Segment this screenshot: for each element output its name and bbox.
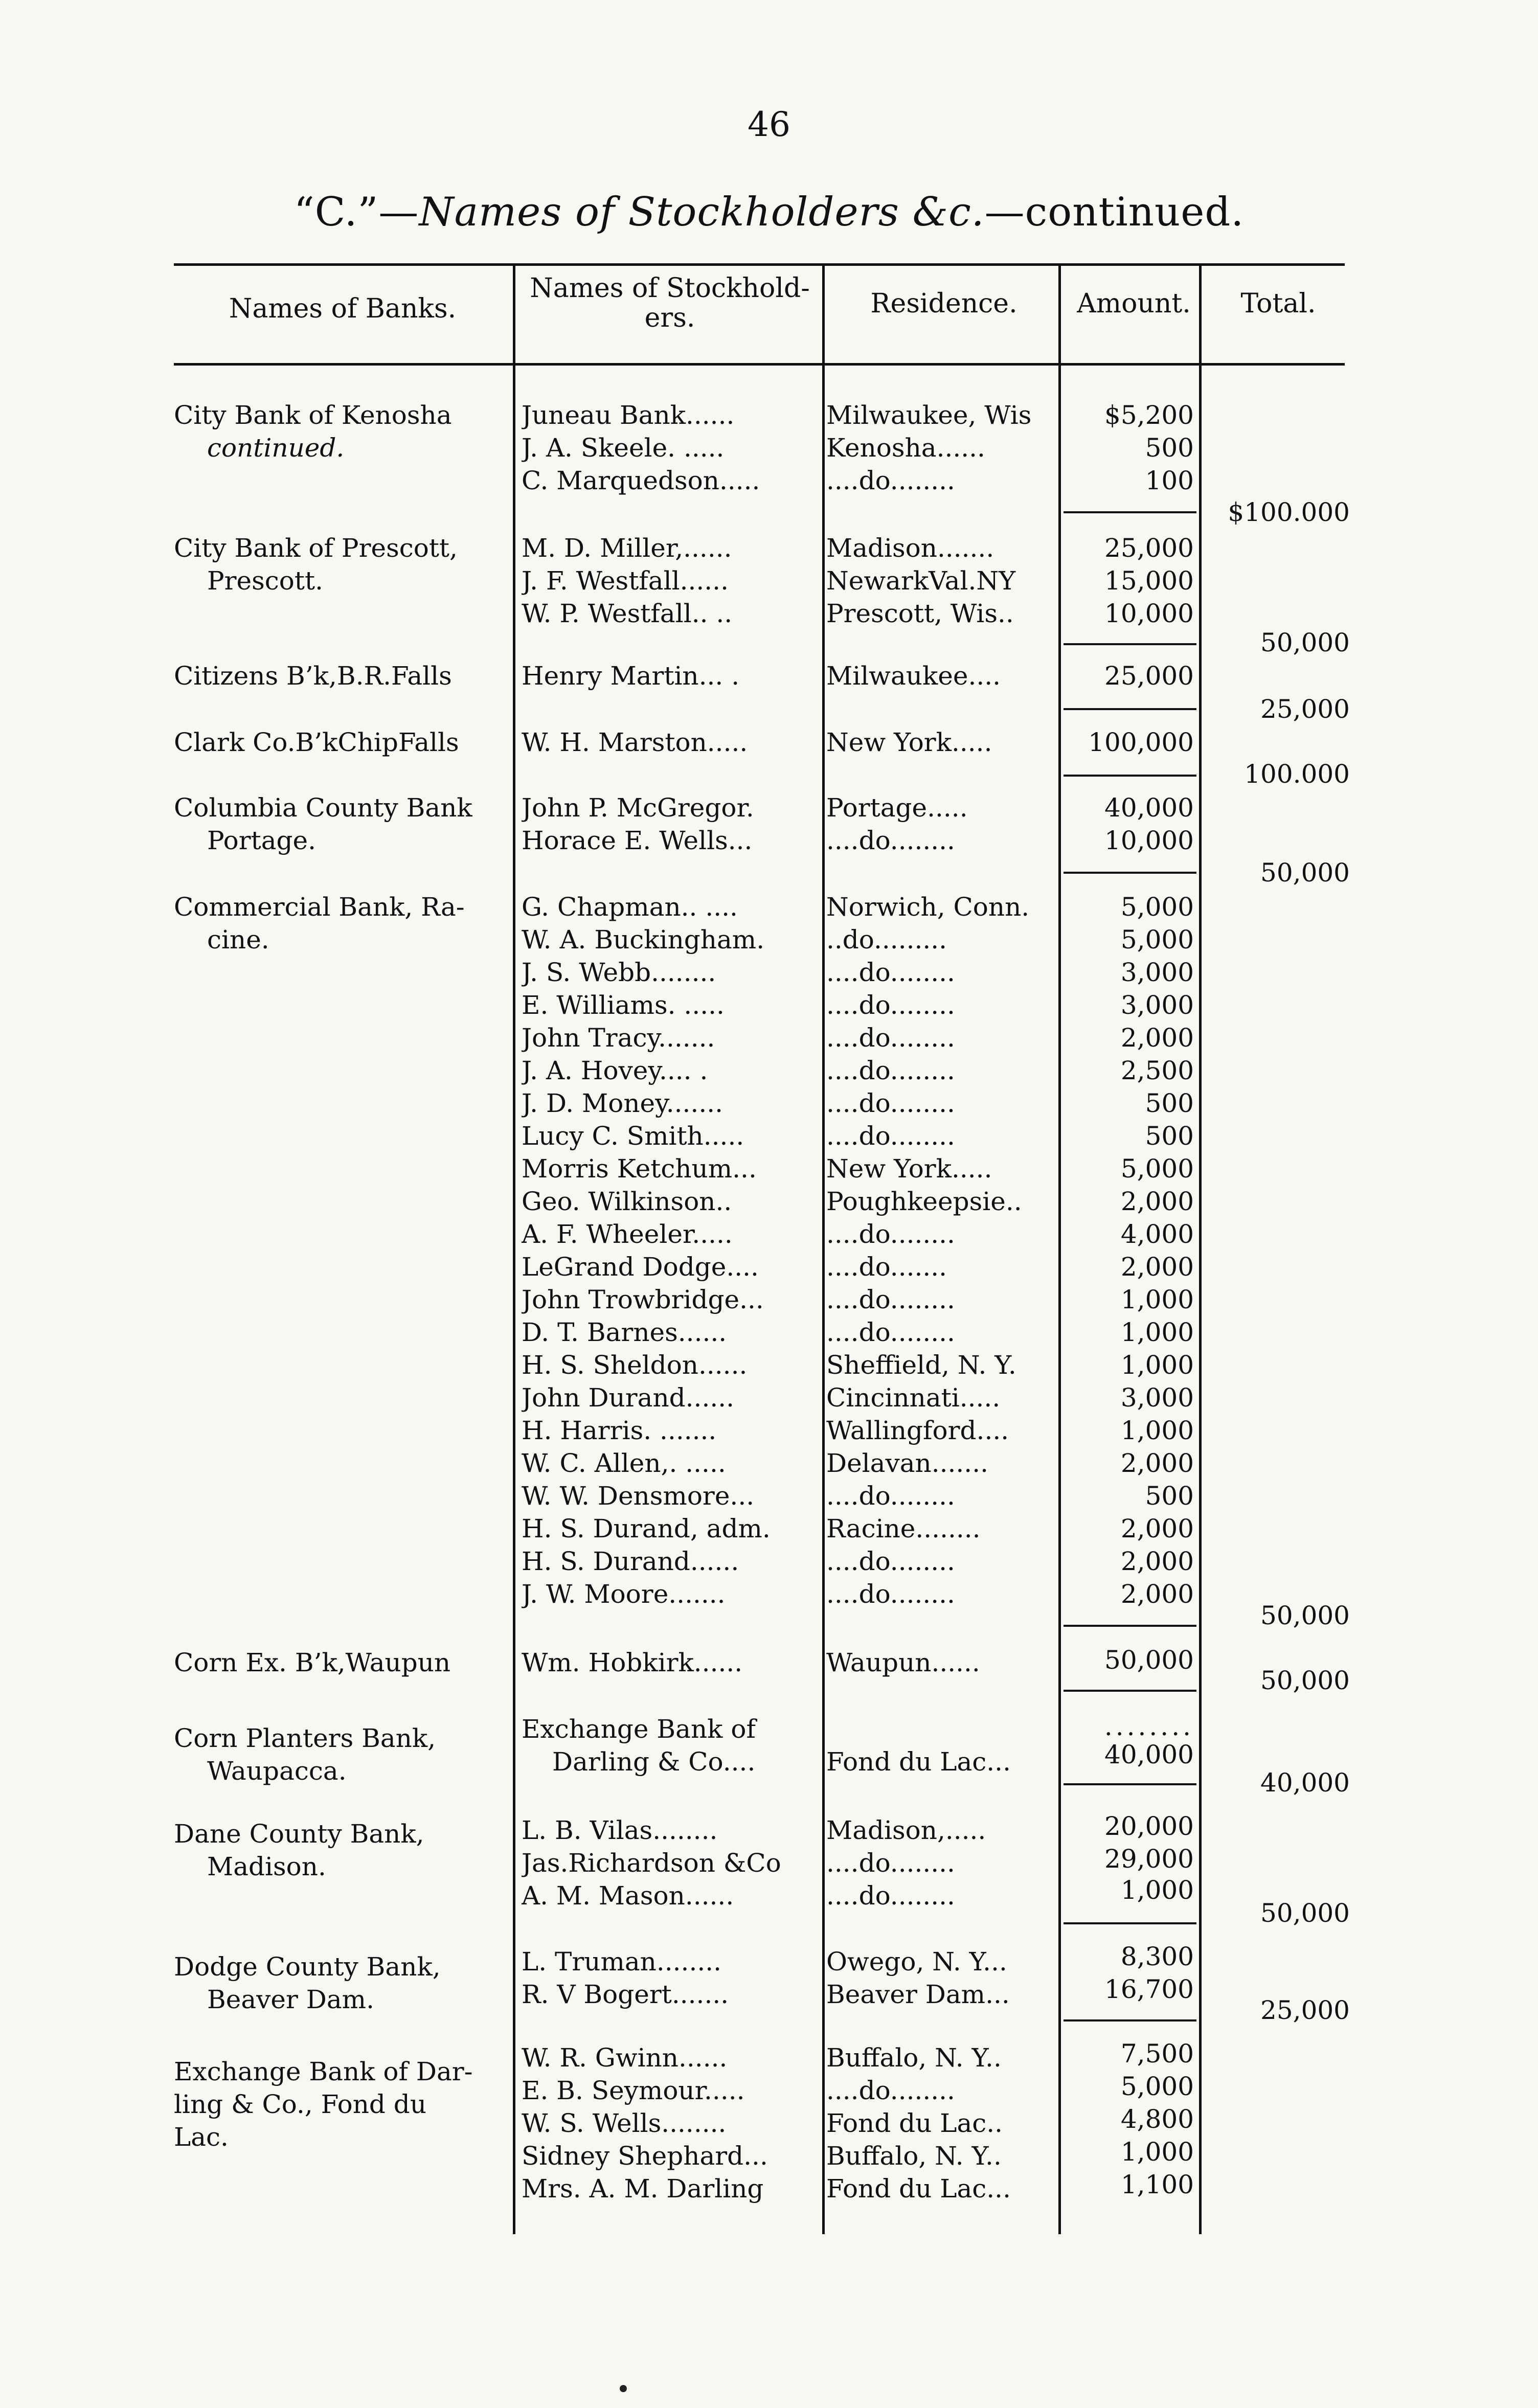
bank-name: Dodge County Bank, Beaver Dam. bbox=[174, 1952, 441, 2014]
amount: 5,000 bbox=[1120, 2072, 1194, 2101]
residence: ....do........ bbox=[826, 1547, 955, 1576]
stockholder-name: Lucy C. Smith..... bbox=[522, 1121, 744, 1151]
amount: 2,000 bbox=[1120, 1448, 1194, 1478]
bank-name: Corn Planters Bank, Waupacca. bbox=[174, 1723, 436, 1786]
stockholder-name: Horace E. Wells... bbox=[522, 826, 753, 855]
amount: 2,000 bbox=[1120, 1252, 1194, 1282]
stockholder-name: LeGrand Dodge.... bbox=[522, 1252, 759, 1282]
amount: 500 bbox=[1145, 1088, 1194, 1118]
stockholder-name: J. W. Moore....... bbox=[522, 1579, 726, 1609]
residence: ....do........ bbox=[826, 1285, 955, 1314]
amount: 5,000 bbox=[1120, 892, 1194, 922]
bank-total: 25,000 bbox=[1260, 1995, 1350, 2025]
bank-name: Exchange Bank of Dar- ling & Co., Fond du Lac. bbox=[174, 2057, 473, 2152]
stockholder-name: Exchange Bank of bbox=[522, 1714, 756, 1744]
residence: New York..... bbox=[826, 1154, 992, 1184]
stockholder-name: L. B. Vilas........ bbox=[522, 1815, 718, 1845]
amount: 3,000 bbox=[1120, 1383, 1194, 1413]
amount: 2,000 bbox=[1120, 1547, 1194, 1576]
residence: Buffalo, N. Y.. bbox=[826, 2141, 1002, 2171]
stockholder-name: Geo. Wilkinson.. bbox=[522, 1187, 732, 1216]
stockholder-name: J. D. Money....... bbox=[522, 1088, 723, 1118]
subtotal-rule bbox=[1064, 511, 1196, 513]
bank-name: Dane County Bank, Madison. bbox=[174, 1819, 424, 1881]
bank-total: 50,000 bbox=[1260, 1601, 1350, 1630]
amount: 1,100 bbox=[1120, 2170, 1194, 2199]
stockholder-name: Wm. Hobkirk...... bbox=[522, 1648, 743, 1677]
amount: 10,000 bbox=[1104, 826, 1194, 855]
amount: 2,000 bbox=[1120, 1579, 1194, 1609]
stockholder-name: H. S. Durand...... bbox=[522, 1547, 739, 1576]
bank-name: Citizens B’k,B.R.Falls bbox=[174, 661, 452, 691]
amount: $5,200 bbox=[1104, 400, 1194, 430]
residence: NewarkVal.NY bbox=[826, 566, 1016, 596]
residence: Portage..... bbox=[826, 793, 968, 823]
header-top-rule bbox=[174, 263, 1345, 266]
stockholder-name: R. V Bogert....... bbox=[522, 1980, 729, 2009]
bank-name: Corn Ex. B’k,Waupun bbox=[174, 1648, 451, 1677]
amount: 8,300 bbox=[1120, 1942, 1194, 1971]
stockholder-name: W. C. Allen,. ..... bbox=[522, 1448, 726, 1478]
residence: ....do........ bbox=[826, 1881, 955, 1911]
bank-total: 50,000 bbox=[1260, 858, 1350, 888]
amount: 1,000 bbox=[1120, 1285, 1194, 1314]
stockholder-name: W. R. Gwinn...... bbox=[522, 2043, 728, 2073]
stockholder-name: C. Marquedson..... bbox=[522, 466, 760, 495]
residence: Norwich, Conn. bbox=[826, 892, 1030, 922]
bank-total: 40,000 bbox=[1260, 1768, 1350, 1798]
amount: 7,500 bbox=[1120, 2039, 1194, 2069]
residence: ....do........ bbox=[826, 958, 955, 987]
residence: Racine........ bbox=[826, 1514, 981, 1543]
bank-name: Commercial Bank, Ra- cine. bbox=[174, 892, 465, 955]
amount: 40,000 bbox=[1104, 793, 1194, 823]
residence: ....do........ bbox=[826, 466, 955, 495]
stockholder-name: M. D. Miller,...... bbox=[522, 533, 732, 563]
column-divider-2 bbox=[822, 263, 825, 2234]
residence: Owego, N. Y... bbox=[826, 1947, 1007, 1977]
residence: Buffalo, N. Y.. bbox=[826, 2043, 1002, 2073]
residence: ....do........ bbox=[826, 1317, 955, 1347]
residence: Cincinnati..... bbox=[826, 1383, 1001, 1413]
amount: 10,000 bbox=[1104, 599, 1194, 628]
col-head-names bbox=[516, 274, 823, 333]
stockholder-name: J. S. Webb........ bbox=[522, 958, 716, 987]
residence: Fond du Lac.. bbox=[826, 2108, 1003, 2138]
stockholder-name: E. B. Seymour..... bbox=[522, 2076, 745, 2105]
stockholder-name: Morris Ketchum... bbox=[522, 1154, 757, 1184]
printers-mark bbox=[620, 2385, 627, 2392]
stockholder-name: H. S. Sheldon...... bbox=[522, 1350, 748, 1380]
bank-total: 25,000 bbox=[1260, 694, 1350, 724]
bank-total: 50,000 bbox=[1260, 1898, 1350, 1928]
residence: Milwaukee.... bbox=[826, 661, 1001, 691]
stockholder-name: D. T. Barnes...... bbox=[522, 1317, 727, 1347]
stockholder-name: J. A. Hovey.... . bbox=[522, 1056, 708, 1085]
stockholder-name: A. M. Mason...... bbox=[522, 1881, 734, 1911]
stockholder-name: John Trowbridge... bbox=[522, 1285, 764, 1314]
residence: ....do........ bbox=[826, 2076, 955, 2105]
residence: ....do........ bbox=[826, 1023, 955, 1053]
amount: 25,000 bbox=[1104, 661, 1194, 691]
amount: 1,000 bbox=[1120, 1317, 1194, 1347]
stockholder-name: W. P. Westfall.. .. bbox=[522, 599, 733, 628]
amount: 1,000 bbox=[1120, 1875, 1194, 1905]
residence: Delavan....... bbox=[826, 1448, 988, 1478]
amount: 1,000 bbox=[1120, 2137, 1194, 2167]
amount: 100 bbox=[1145, 466, 1194, 495]
stockholder-name: Sidney Shephard... bbox=[522, 2141, 768, 2171]
stockholder-name: H. Harris. ....... bbox=[522, 1416, 717, 1445]
stockholder-name: Darling & Co.... bbox=[552, 1747, 756, 1777]
amount: 500 bbox=[1145, 433, 1194, 463]
stockholder-name: W. A. Buckingham. bbox=[522, 925, 765, 955]
amount: ........ bbox=[1104, 1712, 1194, 1741]
amount: 40,000 bbox=[1104, 1740, 1194, 1769]
subtotal-rule bbox=[1064, 1783, 1196, 1785]
residence: ....do........ bbox=[826, 1056, 955, 1085]
amount: 3,000 bbox=[1120, 990, 1194, 1020]
bank-name: Clark Co.B’kChipFalls bbox=[174, 728, 459, 757]
subtotal-rule bbox=[1064, 872, 1196, 874]
stockholder-name: Juneau Bank...... bbox=[522, 400, 735, 430]
stockholder-name: W. H. Marston..... bbox=[522, 728, 748, 757]
amount: 500 bbox=[1145, 1481, 1194, 1511]
amount: 2,000 bbox=[1120, 1514, 1194, 1543]
subtotal-rule bbox=[1064, 1625, 1196, 1627]
amount: 1,000 bbox=[1120, 1416, 1194, 1445]
amount: 16,700 bbox=[1104, 1974, 1194, 2004]
col-head-total: Total. bbox=[1240, 288, 1316, 319]
column-divider-3 bbox=[1058, 263, 1061, 2234]
bank-name: Columbia County Bank Portage. bbox=[174, 793, 472, 855]
col-head-names-line1: Names of Stockhold- bbox=[530, 273, 810, 304]
amount: 5,000 bbox=[1120, 925, 1194, 955]
title-suffix: —continued. bbox=[984, 189, 1245, 235]
subtotal-rule bbox=[1064, 1690, 1196, 1692]
residence: ....do........ bbox=[826, 1848, 955, 1878]
column-divider-1 bbox=[513, 263, 515, 2234]
amount: 500 bbox=[1145, 1121, 1194, 1151]
residence: Sheffield, N. Y. bbox=[826, 1350, 1016, 1380]
stockholder-name: J. A. Skeele. ..... bbox=[522, 433, 725, 463]
stockholder-name: E. Williams. ..... bbox=[522, 990, 725, 1020]
bank-name: City Bank of Kenosha continued. bbox=[174, 400, 452, 463]
amount: 4,000 bbox=[1120, 1219, 1194, 1249]
residence: ....do........ bbox=[826, 1481, 955, 1511]
header-bottom-rule bbox=[174, 363, 1345, 366]
stockholder-name: Mrs. A. M. Darling bbox=[522, 2174, 764, 2203]
residence: Wallingford.... bbox=[826, 1416, 1009, 1445]
residence: Kenosha...... bbox=[826, 433, 985, 463]
residence: Beaver Dam... bbox=[826, 1980, 1010, 2009]
title-prefix: “C.”— bbox=[293, 189, 419, 235]
title-italic: Names of Stockholders &c. bbox=[419, 189, 985, 235]
amount: 20,000 bbox=[1104, 1811, 1194, 1841]
residence: Waupun...... bbox=[826, 1648, 980, 1677]
residence: Poughkeepsie.. bbox=[826, 1187, 1022, 1216]
amount: 2,500 bbox=[1120, 1056, 1194, 1085]
stockholder-name: John Tracy....... bbox=[522, 1023, 715, 1053]
residence: Madison,..... bbox=[826, 1815, 986, 1845]
residence: ..do......... bbox=[826, 925, 947, 955]
stockholder-name: Henry Martin... . bbox=[522, 661, 740, 691]
subtotal-rule bbox=[1064, 643, 1196, 645]
subtotal-rule bbox=[1064, 708, 1196, 710]
subtotal-rule bbox=[1064, 2019, 1196, 2021]
residence: Milwaukee, Wis bbox=[826, 400, 1032, 430]
amount: 1,000 bbox=[1120, 1350, 1194, 1380]
bank-total: 50,000 bbox=[1260, 628, 1350, 657]
page-title bbox=[0, 189, 1538, 235]
amount: 4,800 bbox=[1120, 2104, 1194, 2134]
stockholder-name: W. S. Wells........ bbox=[522, 2108, 727, 2138]
amount: 25,000 bbox=[1104, 533, 1194, 563]
amount: 15,000 bbox=[1104, 566, 1194, 596]
stockholder-name: John P. McGregor. bbox=[522, 793, 754, 823]
residence: ....do........ bbox=[826, 1121, 955, 1151]
amount: 100,000 bbox=[1088, 728, 1194, 757]
col-head-banks: Names of Banks. bbox=[229, 293, 457, 324]
amount: 3,000 bbox=[1120, 958, 1194, 987]
bank-total: $100.000 bbox=[1228, 497, 1350, 527]
residence: New York..... bbox=[826, 728, 992, 757]
page-number: 46 bbox=[748, 105, 790, 144]
amount: 5,000 bbox=[1120, 1154, 1194, 1184]
bank-name: City Bank of Prescott, Prescott. bbox=[174, 533, 458, 596]
residence: Madison....... bbox=[826, 533, 994, 563]
residence: ....do........ bbox=[826, 1088, 955, 1118]
residence: ....do........ bbox=[826, 826, 955, 855]
amount: 2,000 bbox=[1120, 1023, 1194, 1053]
residence: Fond du Lac... bbox=[826, 1747, 1011, 1777]
residence: Fond du Lac... bbox=[826, 2174, 1011, 2203]
amount: 50,000 bbox=[1104, 1645, 1194, 1675]
amount: 29,000 bbox=[1104, 1844, 1194, 1874]
bank-total: 50,000 bbox=[1260, 1666, 1350, 1695]
residence: ....do........ bbox=[826, 1219, 955, 1249]
stockholder-name: Jas.Richardson &Co bbox=[522, 1848, 781, 1878]
subtotal-rule bbox=[1064, 775, 1196, 777]
subtotal-rule bbox=[1064, 1922, 1196, 1924]
stockholder-name: John Durand...... bbox=[522, 1383, 735, 1413]
residence: ....do........ bbox=[826, 1579, 955, 1609]
stockholder-name: W. W. Densmore... bbox=[522, 1481, 755, 1511]
stockholder-name: G. Chapman.. .... bbox=[522, 892, 738, 922]
stockholder-name: J. F. Westfall...... bbox=[522, 566, 729, 596]
stockholder-name: H. S. Durand, adm. bbox=[522, 1514, 771, 1543]
residence: ....do........ bbox=[826, 990, 955, 1020]
col-head-amount: Amount. bbox=[1077, 288, 1191, 319]
bank-total: 100.000 bbox=[1244, 759, 1350, 789]
stockholder-name: L. Truman........ bbox=[522, 1947, 722, 1977]
stockholder-name: A. F. Wheeler..... bbox=[522, 1219, 733, 1249]
amount: 2,000 bbox=[1120, 1187, 1194, 1216]
residence: Prescott, Wis.. bbox=[826, 599, 1014, 628]
col-head-names-line2: ers. bbox=[644, 303, 695, 333]
col-head-residence: Residence. bbox=[870, 288, 1017, 319]
residence: ....do....... bbox=[826, 1252, 947, 1282]
column-divider-4 bbox=[1199, 263, 1202, 2234]
